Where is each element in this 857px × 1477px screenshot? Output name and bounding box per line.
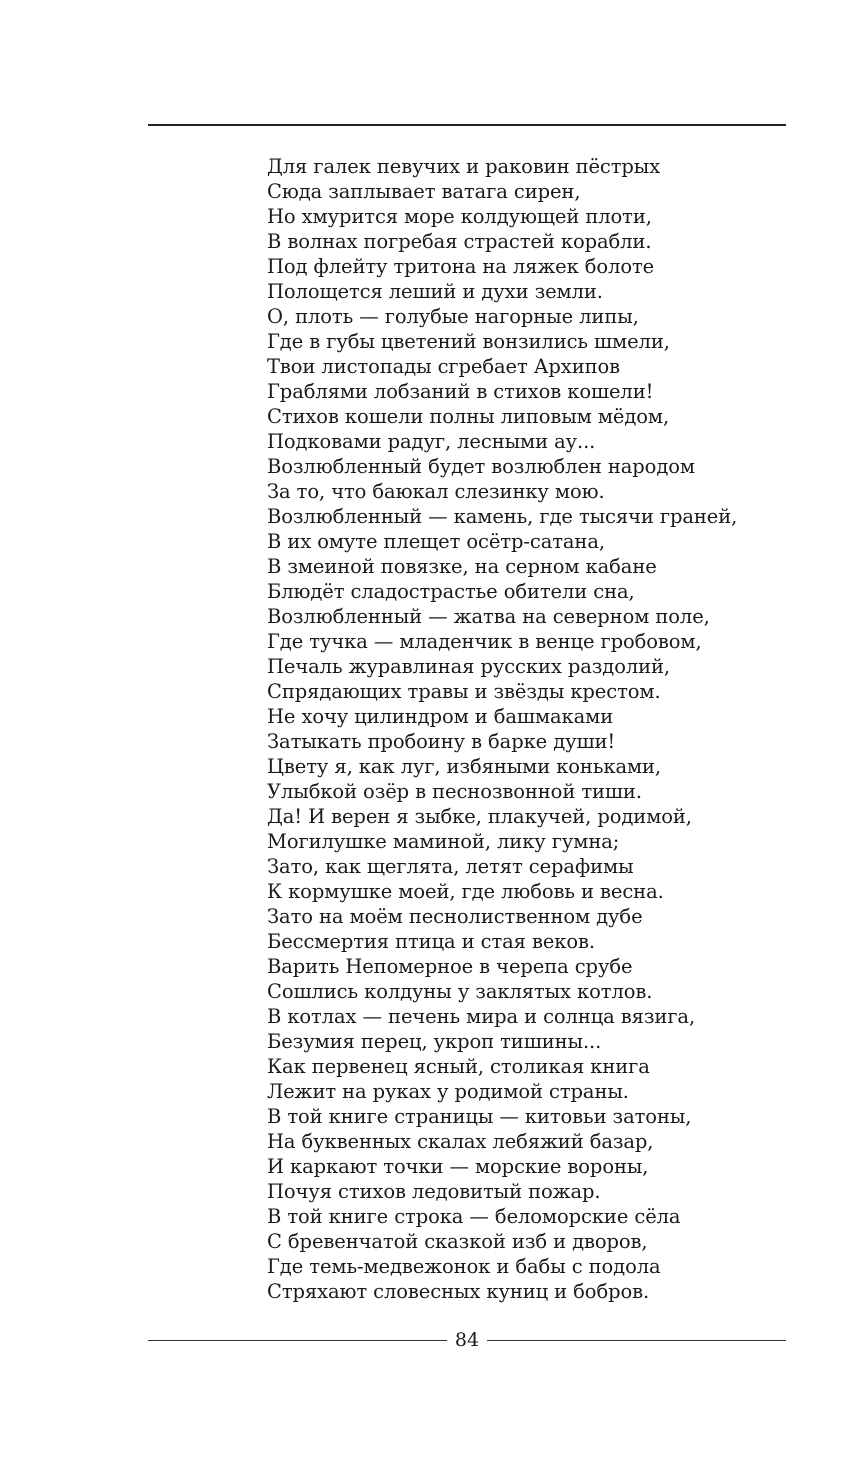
poem-line: Улыбкой озёр в песнозвонной тиши. (267, 780, 642, 803)
poem-line: Лежит на руках у родимой страны. (267, 1080, 629, 1103)
poem-line: Возлюбленный будет возлюблен народом (267, 455, 695, 478)
poem-line: Твои листопады сгребает Архипов (267, 355, 621, 378)
poem-line: Сошлись колдуны у заклятых котлов. (267, 980, 653, 1003)
poem-line: Затыкать пробоину в барке души! (267, 730, 616, 753)
poem-line: И каркают точки — морские вороны, (267, 1155, 649, 1178)
poem-line: Бессмертия птица и стая веков. (267, 930, 595, 953)
poem-line: Под флейту тритона на ляжек болоте (267, 255, 655, 278)
poem-line: Возлюбленный — камень, где тысячи граней, (267, 505, 738, 528)
poem-line: Печаль журавлиная русских раздолий, (267, 655, 671, 678)
poem-line: Стряхают словесных куниц и бобров. (267, 1280, 650, 1303)
poem-line: Полощется леший и духи земли. (267, 280, 603, 303)
poem-line: Да! И верен я зыбке, плакучей, родимой, (267, 805, 692, 828)
poem-line: Где в губы цветений вонзились шмели, (267, 330, 670, 353)
poem-line: С бревенчатой сказкой изб и дворов, (267, 1230, 648, 1253)
poem-line: За то, что баюкал слезинку мою. (267, 480, 605, 503)
poem-line: Зато на моём песнолиственном дубе (267, 905, 643, 928)
poem-text (267, 154, 737, 1304)
poem-line: На буквенных скалах лебяжий базар, (267, 1130, 654, 1153)
poem-line: Безумия перец, укроп тишины... (267, 1030, 602, 1053)
poem-line: Где тучка — младенчик в венце гробовом, (267, 630, 702, 653)
poem-line: Но хмурится море колдующей плоти, (267, 205, 652, 228)
poem-line: В котлах — печень мира и солнца вязига, (267, 1005, 696, 1028)
poem-line: Для галек певучих и раковин пёстрых (267, 155, 661, 178)
page-number: 84 (454, 1329, 480, 1351)
poem-line: К кормушке моей, где любовь и весна. (267, 880, 664, 903)
poem-line: Цвету я, как луг, избяными коньками, (267, 755, 662, 778)
poem-line: В той книге страницы — китовьи затоны, (267, 1105, 692, 1128)
poem-line: Могилушке маминой, лику гумна; (267, 830, 620, 853)
poem-line: Варить Непомерное в черепа срубе (267, 955, 633, 978)
poem-line: Сюда заплывает ватага сирен, (267, 180, 581, 203)
poem-line: В их омуте плещет осётр-сатана, (267, 530, 605, 553)
poem-line: Спрядающих травы и звёзды крестом. (267, 680, 661, 703)
header-rule (148, 124, 786, 126)
poem-line: В змеиной повязке, на серном кабане (267, 555, 657, 578)
poem-line: Граблями лобзаний в стихов кошели! (267, 380, 654, 403)
footer-rule-left (148, 1340, 447, 1341)
page-footer (148, 1326, 786, 1354)
poem-line: Стихов кошели полны липовым мёдом, (267, 405, 670, 428)
poem-line: Зато, как щеглята, летят серафимы (267, 855, 634, 878)
poem-line: Блюдёт сладострастье обители сна, (267, 580, 635, 603)
poem-line: Как первенец ясный, столикая книга (267, 1055, 650, 1078)
footer-rule-right (487, 1340, 786, 1341)
poem-line: О, плоть — голубые нагорные липы, (267, 305, 639, 328)
poem-line: Возлюбленный — жатва на северном поле, (267, 605, 710, 628)
poem-line: Подковами радуг, лесными ау... (267, 430, 596, 453)
poem-line: Не хочу цилиндром и башмаками (267, 705, 614, 728)
poem-line: В волнах погребая страстей корабли. (267, 230, 652, 253)
poem-line: В той книге строка — беломорские сёла (267, 1205, 681, 1228)
poem-line: Где темь-медвежонок и бабы с подола (267, 1255, 661, 1278)
poem-line: Почуя стихов ледовитый пожар. (267, 1180, 601, 1203)
